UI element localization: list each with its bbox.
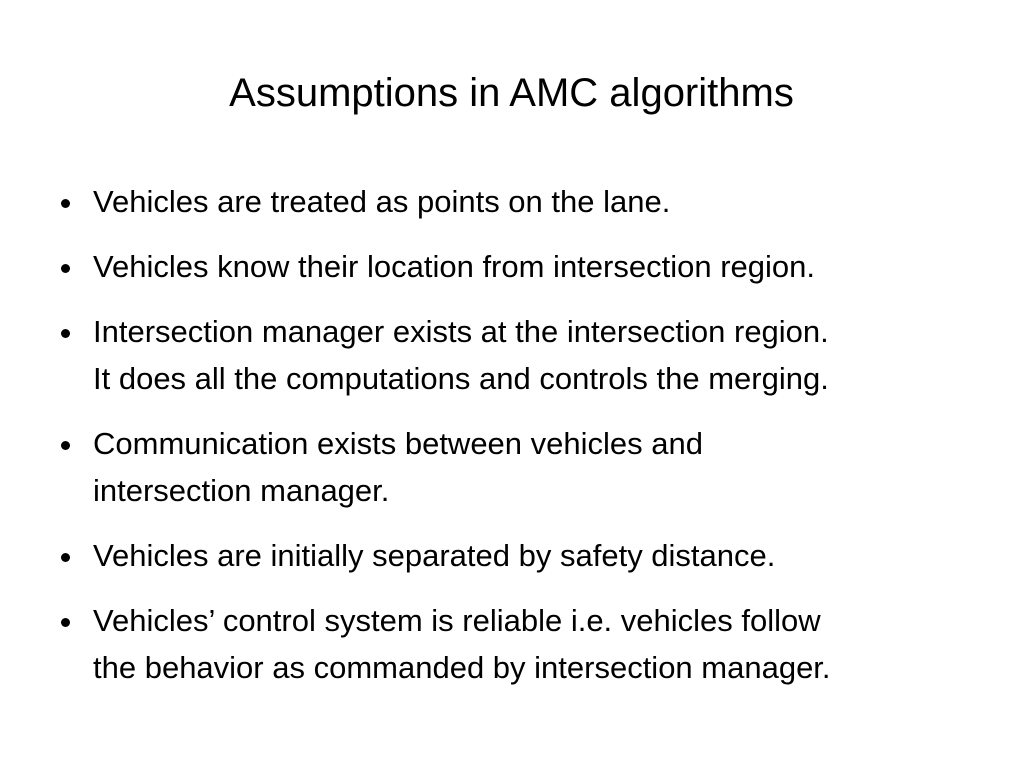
bullet-dot-icon [61,618,70,627]
bullet-text-continuation: intersection manager. [93,473,390,508]
bullet-dot-icon [61,441,70,450]
bullet-text: Vehicles are initially separated by safety distance. [93,538,776,573]
bullet-item [60,308,980,402]
bullet-text: Intersection manager exists at the intersection region. [93,314,829,349]
bullet-item [60,597,980,691]
slide-title: Assumptions in AMC algorithms [229,71,794,115]
bullet-text: Vehicles’ control system is reliable i.e. vehicles follow [93,603,821,638]
bullet-text: Vehicles are treated as points on the lane. [93,184,671,219]
bullet-text: Communication exists between vehicles and [93,426,703,461]
bullet-text-continuation: It does all the computations and controls the merging. [93,361,829,396]
bullet-dot-icon [61,553,70,562]
bullet-dot-icon [61,329,70,338]
bullet-item [60,178,980,225]
bullet-item [60,243,980,290]
bullet-item [60,532,980,579]
bullet-text: Vehicles know their location from intersection region. [93,249,815,284]
bullet-text-continuation: the behavior as commanded by intersection manager. [93,650,831,685]
bullet-dot-icon [61,264,70,273]
bullet-list [60,178,980,709]
bullet-dot-icon [61,199,70,208]
bullet-item [60,420,980,514]
